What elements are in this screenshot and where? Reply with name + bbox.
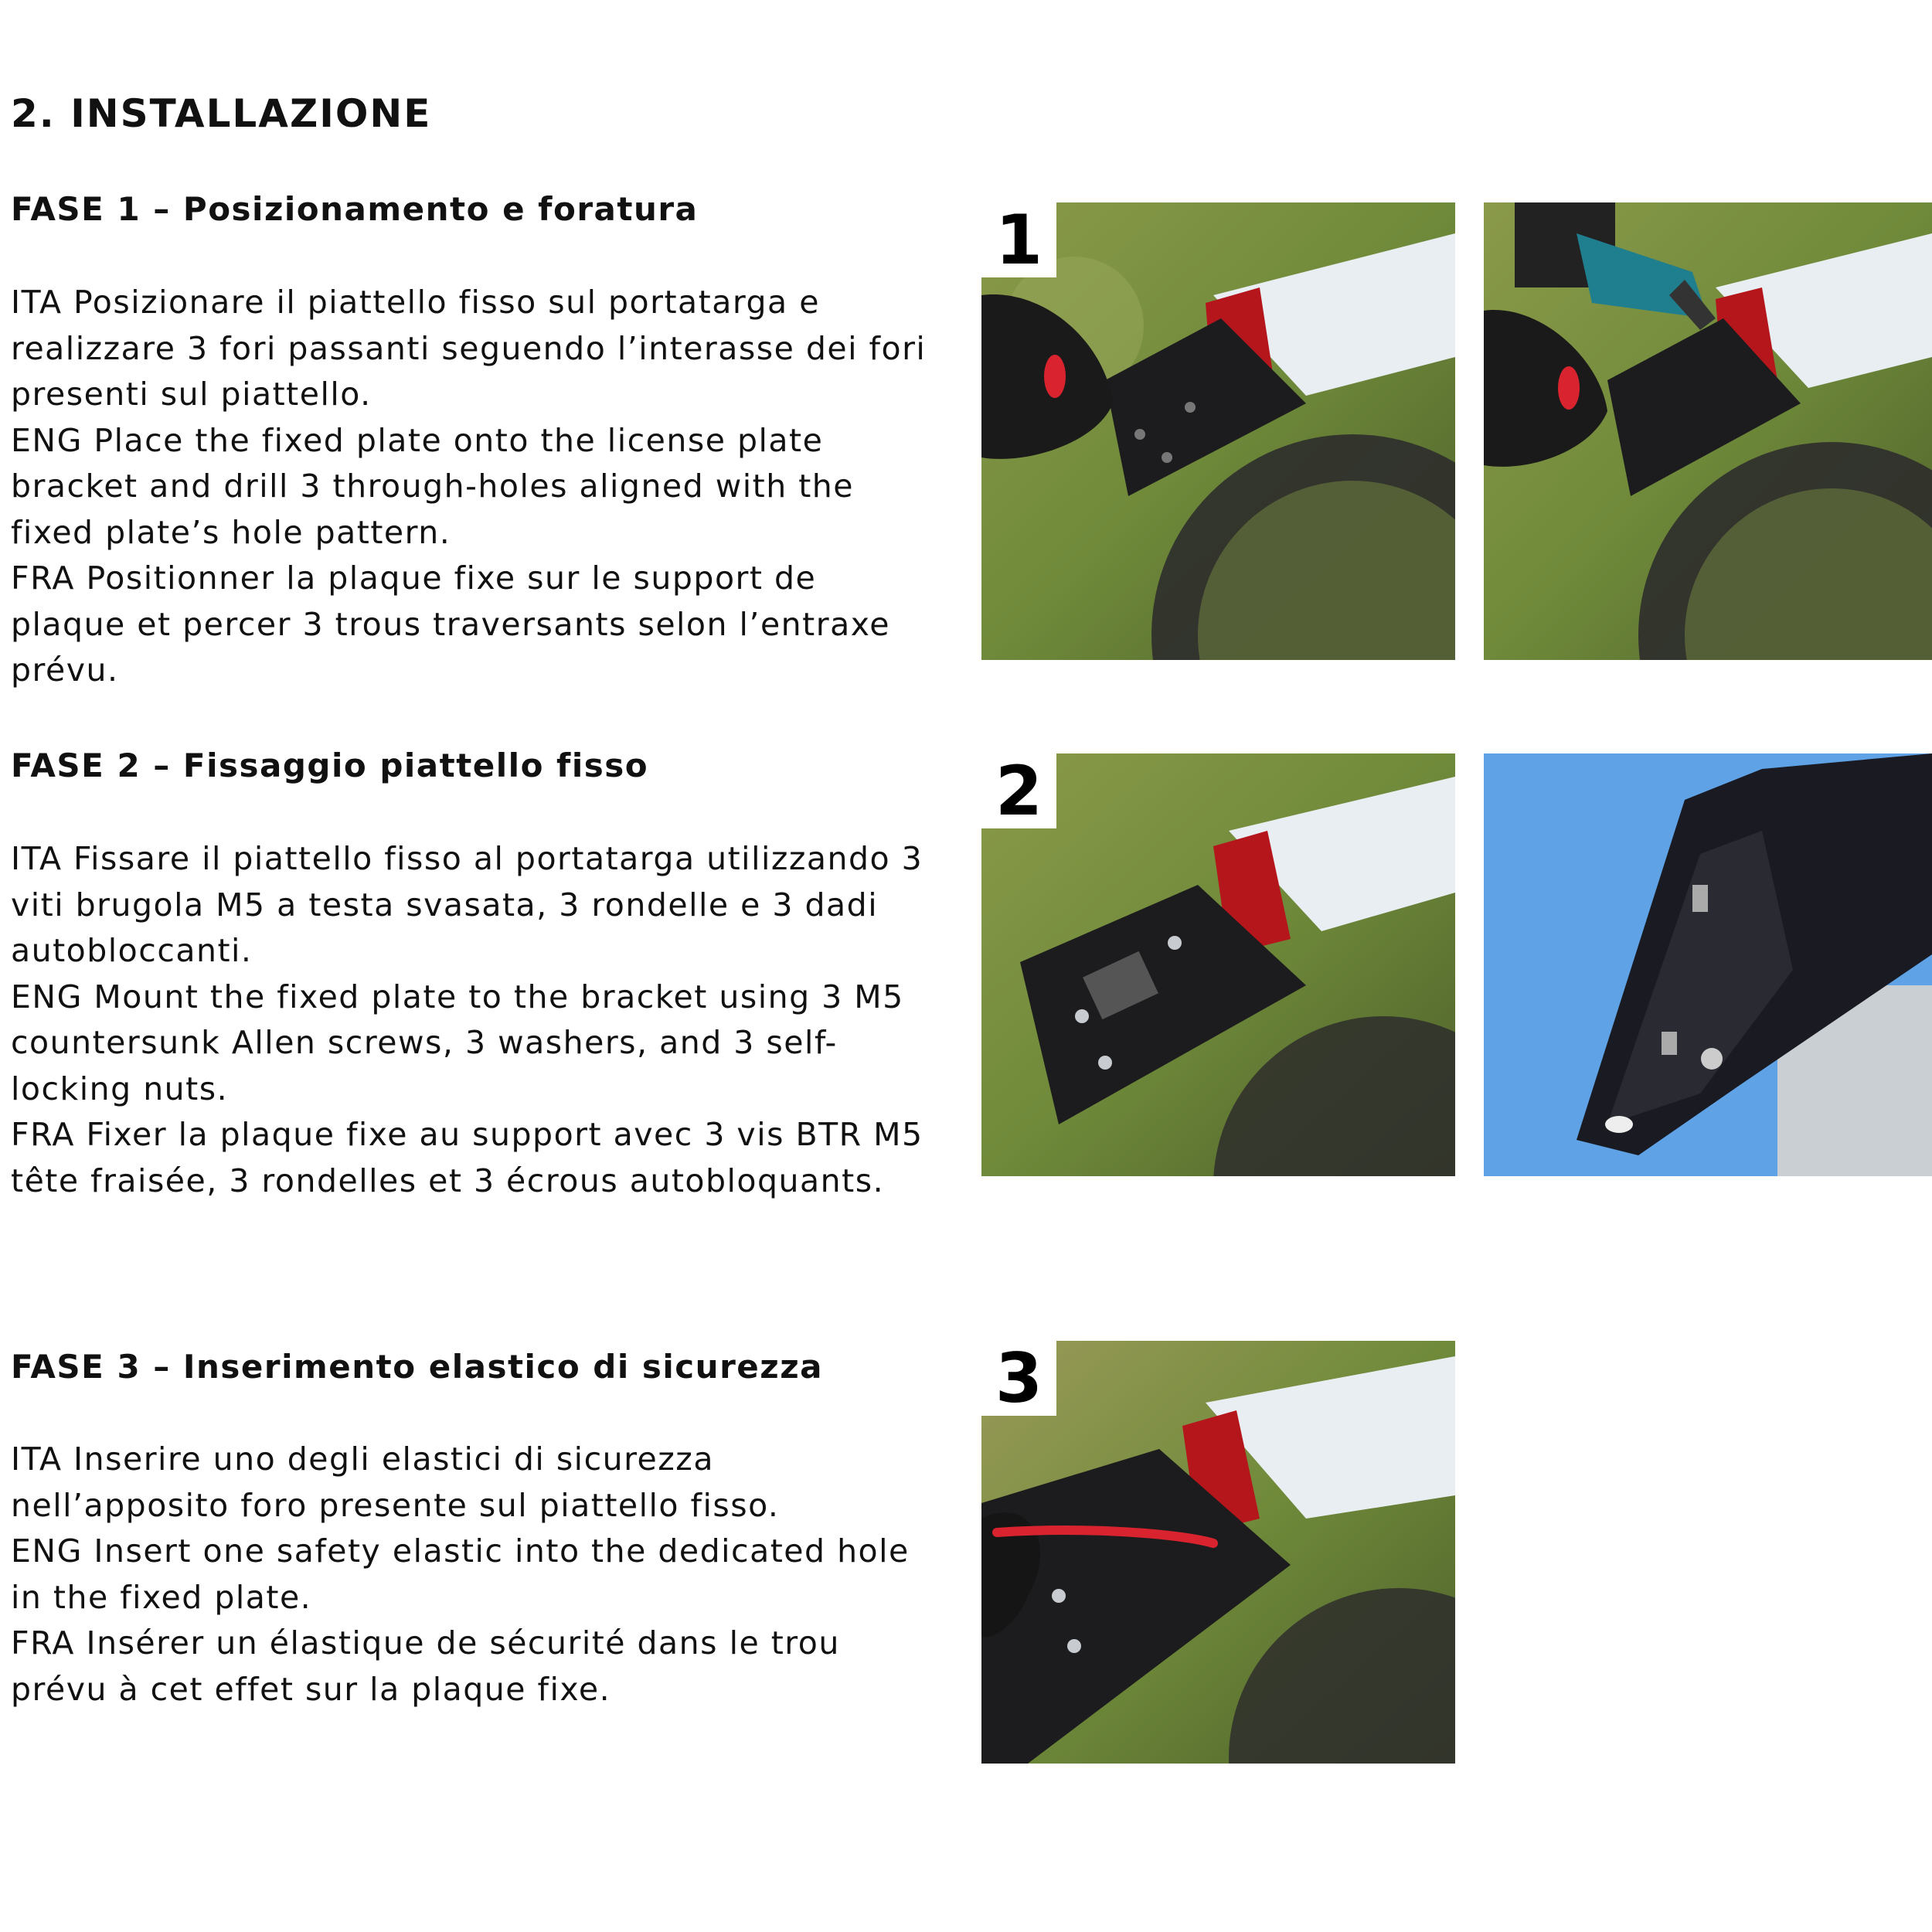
step-number-1: 1 xyxy=(981,202,1056,277)
step-number-3: 3 xyxy=(981,1341,1056,1416)
step-number-2: 2 xyxy=(981,753,1056,828)
phase-3-eng: ENG Insert one safety elastic into the dedicated hole in the fixed plate. xyxy=(11,1532,910,1616)
phase-3-fra: FRA Insérer un élastique de sécurité dans le trou prévu à cet effet sur la plaque fixe. xyxy=(11,1624,840,1708)
phase-1-eng: ENG Place the fixed plate onto the license plate bracket and drill 3 through-holes aligned with the fixed plate’s hole pattern. xyxy=(11,421,855,551)
phase-3-title: FASE 3 – Inserimento elastico di sicurezza xyxy=(11,1348,824,1386)
phase-3-body xyxy=(11,1437,938,1713)
phase-2-ita: ITA Fissare il piattello fisso al portatarga utilizzando 3 viti brugola M5 a testa svasata, 3 rondelle e 3 dadi autobloccanti. xyxy=(11,840,923,969)
phase-1-body xyxy=(11,280,938,694)
phase-2-photo-mounted-plate xyxy=(981,753,1455,1176)
phase-2-body xyxy=(11,836,938,1204)
phase-1-ita: ITA Posizionare il piattello fisso sul portatarga e realizzare 3 fori passanti seguendo l’interasse dei fori presenti sul piattello. xyxy=(11,284,927,413)
phase-2-fra: FRA Fixer la plaque fixe au support avec 3 vis BTR M5 tête fraisée, 3 rondelles et 3 écrous autobloquants. xyxy=(11,1116,923,1199)
phase-1-photo-drilling xyxy=(1484,202,1932,660)
phase-1-photo-positioning xyxy=(981,202,1455,660)
phase-1-fra: FRA Positionner la plaque fixe sur le support de plaque et percer 3 trous traversants selon l’entraxe prévu. xyxy=(11,560,890,689)
phase-3-photo-elastic xyxy=(981,1341,1455,1764)
phase-2-title: FASE 2 – Fissaggio piattello fisso xyxy=(11,747,649,784)
phase-2-eng: ENG Mount the fixed plate to the bracket using 3 M5 countersunk Allen screws, 3 washers, and 3 self-locking nuts. xyxy=(11,978,904,1107)
phase-3-ita: ITA Inserire uno degli elastici di sicurezza nell’apposito foro presente sul piattello fisso. xyxy=(11,1440,780,1524)
phase-2-photo-underside-nuts xyxy=(1484,753,1932,1176)
section-title: 2. INSTALLAZIONE xyxy=(11,91,432,136)
phase-1-title: FASE 1 – Posizionamento e foratura xyxy=(11,190,699,228)
